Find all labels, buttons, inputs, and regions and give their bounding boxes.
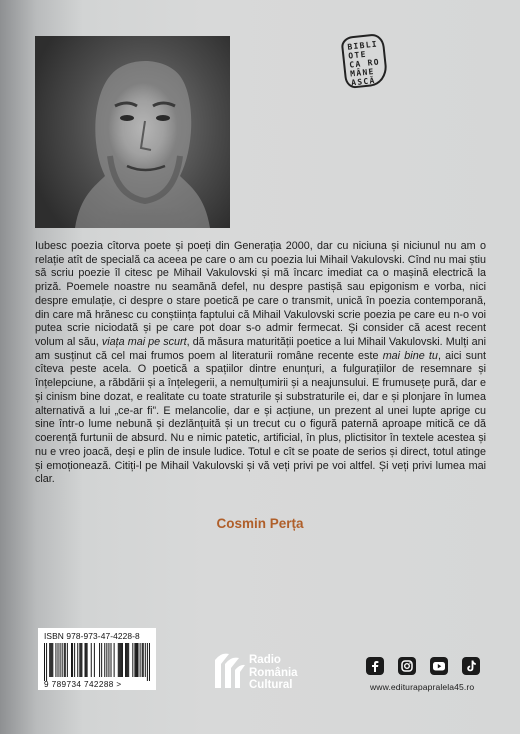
biblioteca-romaneasca-logo — [340, 33, 388, 89]
barcode-bar — [60, 643, 61, 677]
barcode-bar — [132, 643, 133, 677]
barcode-bar — [149, 643, 150, 681]
blurb-author: Cosmin Perța — [216, 516, 304, 531]
barcode-bar — [71, 643, 72, 677]
barcode-bar — [81, 643, 82, 677]
barcode-bar — [106, 643, 107, 677]
barcode-bar — [126, 643, 127, 677]
barcode-bar — [86, 643, 87, 677]
barcode-bar — [44, 643, 45, 681]
barcode-bar — [62, 643, 63, 677]
barcode-bar — [134, 643, 135, 677]
barcode-bar — [121, 643, 122, 677]
radio-logo-icon — [213, 650, 247, 690]
barcode-bar — [67, 643, 68, 677]
barcode-bar — [101, 643, 102, 677]
barcode-bar — [147, 643, 148, 681]
barcode-bar — [50, 643, 51, 677]
barcode-panel — [38, 628, 156, 690]
barcode-bar — [91, 643, 92, 677]
blurb-segment: , dă măsura maturității poetice a lui Mihail Vakulovski. Mulți ani am susținut că cel mai frumos poem al literaturii române recente este — [35, 336, 486, 362]
blurb-segment: Iubesc poezia cîtorva poete și poeți din Generația 2000, dar cu niciuna și niciunul nu am o relație atît de specială ca aceea pe care o am cu poezia lui Mihail Vakulovski. Cînd nu mai știu să scriu poezie îl citesc pe Mihail Vakulovski și mă încarc imediat ca o mașină electrică la priză. Poemele noastre nu seamănă defel, nu despre pastișă sau epigonism e vorba, nici despre emulație, ci despre o stare poetică pe care o transmit, unică în poezia contemporană, din care mă hrănesc cu conștiința faptului că Mihail Vakulovski scrie poezia pe care eu n-o voi putea scrie niciodată și pe care pot doar s-o admir fermecat. Și consider că acest recent volum al său, — [35, 240, 486, 349]
barcode-bar — [114, 643, 115, 677]
barcode-bar — [136, 643, 137, 677]
barcode-bar — [85, 643, 86, 677]
barcode-bar — [58, 643, 59, 677]
instagram-icon[interactable] — [398, 657, 416, 675]
barcode-bar — [65, 643, 66, 677]
barcode-bar — [51, 643, 52, 677]
barcode-bar — [127, 643, 128, 677]
barcode-bar — [135, 643, 136, 677]
publisher-website[interactable]: www.editurapapralela45.ro — [370, 682, 475, 692]
barcode-bar — [94, 643, 95, 677]
barcode-bar — [122, 643, 123, 677]
logo-line: BIBLI — [346, 39, 379, 52]
barcode-bar — [80, 643, 81, 677]
radio-name-line: România — [249, 666, 298, 679]
barcode-bar — [46, 643, 47, 681]
blurb-segment: , aici sunt cîteva peste acela. O poetică a spațiilor dintre enunțuri, a fulgurațiilor de resemnare și înțelepciune, a răbdării și a înțelegerii, a nemulțumirii și a neajunsului. E frumusețe pură, dar e și cinism bine dozat, e realitate cu toate straturile și substraturile ei, dar e și plonjare în lumea alternativă a lui „ce-ar fi”. E melancolie, dar e și acțiune, un prezent al unei lupte aprige cu sine într-o lume nebună și dezlănțuită și un trecut cu o figură paternă aproape mitică ce dă coerență furtunii de absurd. Nu e nimic patetic, artificial, în plus, plictisitor în textele acestea și nu e vreo joacă, deși e plin de insule ludice. Totul e cît se poate de serios și direct, totul atinge și emoționează. Citiți-l pe Mihail Vakulovski și vă veți privi pe voi altfel. Și veți privi lumea mai clar. — [35, 349, 486, 486]
barcode-bar — [64, 643, 65, 677]
barcode-bar — [119, 643, 120, 677]
barcode-bar — [140, 643, 141, 677]
author-photo — [35, 36, 230, 228]
barcode-bar — [142, 643, 143, 677]
radio-name — [249, 654, 298, 692]
portrait-silhouette — [35, 36, 230, 228]
barcode-bar — [111, 643, 112, 677]
barcode-bar — [79, 643, 80, 677]
barcode-bar — [108, 643, 109, 677]
blurb-book-title: viața mai pe scurt — [101, 336, 187, 349]
barcode-bar — [99, 643, 100, 677]
tiktok-icon[interactable] — [462, 657, 480, 675]
barcode-bar — [120, 643, 121, 677]
logo-line: ASCĂ — [350, 75, 377, 88]
barcode-bar — [145, 643, 146, 677]
radio-romania-cultural-logo — [213, 650, 333, 700]
barcode-bar — [74, 643, 75, 677]
logo-line: MÂNE — [349, 67, 376, 79]
youtube-icon[interactable] — [430, 657, 448, 675]
barcode-bar — [72, 643, 73, 677]
barcode-bar — [143, 643, 144, 677]
barcode — [44, 643, 150, 681]
logo-line: CA RO — [348, 57, 381, 70]
barcode-bar — [77, 643, 78, 677]
barcode-bar — [55, 643, 56, 677]
barcode-bar — [104, 643, 105, 677]
barcode-bar — [118, 643, 119, 677]
barcode-bar — [87, 643, 88, 677]
isbn-number: ISBN 978-973-47-4228-8 — [44, 631, 140, 641]
radio-name-line: Cultural — [249, 679, 293, 691]
blurb-text — [35, 240, 486, 487]
blurb-paragraph — [35, 240, 486, 487]
barcode-digits: 9 789734 742288 > — [44, 680, 122, 689]
blurb-poem-title: mai bine tu — [382, 349, 438, 362]
barcode-bar — [128, 643, 129, 677]
barcode-bar — [49, 643, 50, 677]
barcode-bar — [125, 643, 126, 677]
barcode-bar — [52, 643, 53, 677]
facebook-icon[interactable] — [366, 657, 384, 675]
radio-name-line: Radio — [249, 654, 281, 666]
logo-line: OTE — [347, 49, 368, 61]
barcode-bar — [138, 643, 139, 677]
